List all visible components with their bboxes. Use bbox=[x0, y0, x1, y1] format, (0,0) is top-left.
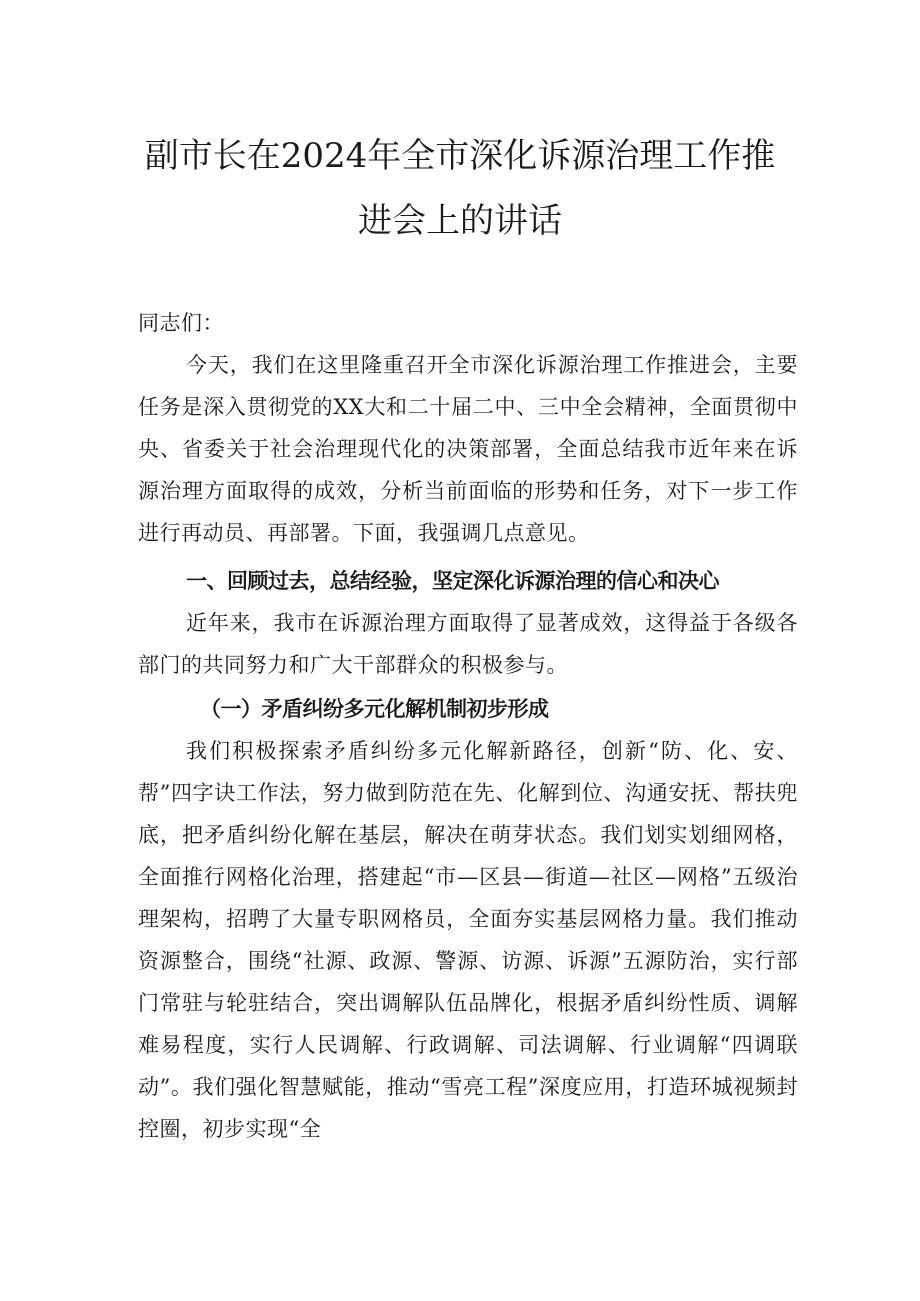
document-title-line-1: 副市长在2024年全市深化诉源治理工作推 bbox=[144, 136, 776, 176]
document-title-line-2: 进会上的讲话 bbox=[358, 201, 562, 241]
paragraph-mechanism: 我们积极探索矛盾纠纷多元化解新路径，创新“防、化、安、帮”四字诀工作法，努力做到防范在先、化解到位、沟通安抚、帮扶兜底，把矛盾纠纷化解在基层，解决在萌芽状态。我们划实划细网格，全面推行网格化治理，搭建起“市—区县—街道—社区—网格”五级治理架构，招聘了大量专职网格员，全面夯实基层网格力量。我们推动资源整合，围绕“社源、政源、警源、访源、诉源”五源防治，实行部门常驻与轮驻结合，突出调解队伍品牌化，根据矛盾纠纷性质、调解难易程度，实行人民调解、行政调解、司法调解、行业调解“四调联动”。我们强化智慧赋能，推动“雪亮工程”深度应用，打造环城视频封控圈，初步实现“全 bbox=[138, 739, 798, 1141]
section-heading-1: 一、回顾过去，总结经验，坚定深化诉源治理的信心和决心 bbox=[186, 569, 719, 593]
paragraph-intro: 今天，我们在这里隆重召开全市深化诉源治理工作推进会，主要任务是深入贯彻党的XX大和二十届二中、三中全会精神，全面贯彻中央、省委关于社会治理现代化的决策部署，全面总结我市近年来在诉源治理方面取得的成效，分析当前面临的形势和任务，对下一步工作进行再动员、再部署。下面，我强调几点意见。 bbox=[138, 353, 798, 545]
paragraph-review: 近年来，我市在诉源治理方面取得了显著成效，这得益于各级各部门的共同努力和广大干部群众的积极参与。 bbox=[138, 611, 798, 677]
subsection-heading-1: （一）矛盾纠纷多元化解机制初步形成 bbox=[200, 697, 549, 721]
salutation: 同志们： bbox=[138, 311, 224, 335]
